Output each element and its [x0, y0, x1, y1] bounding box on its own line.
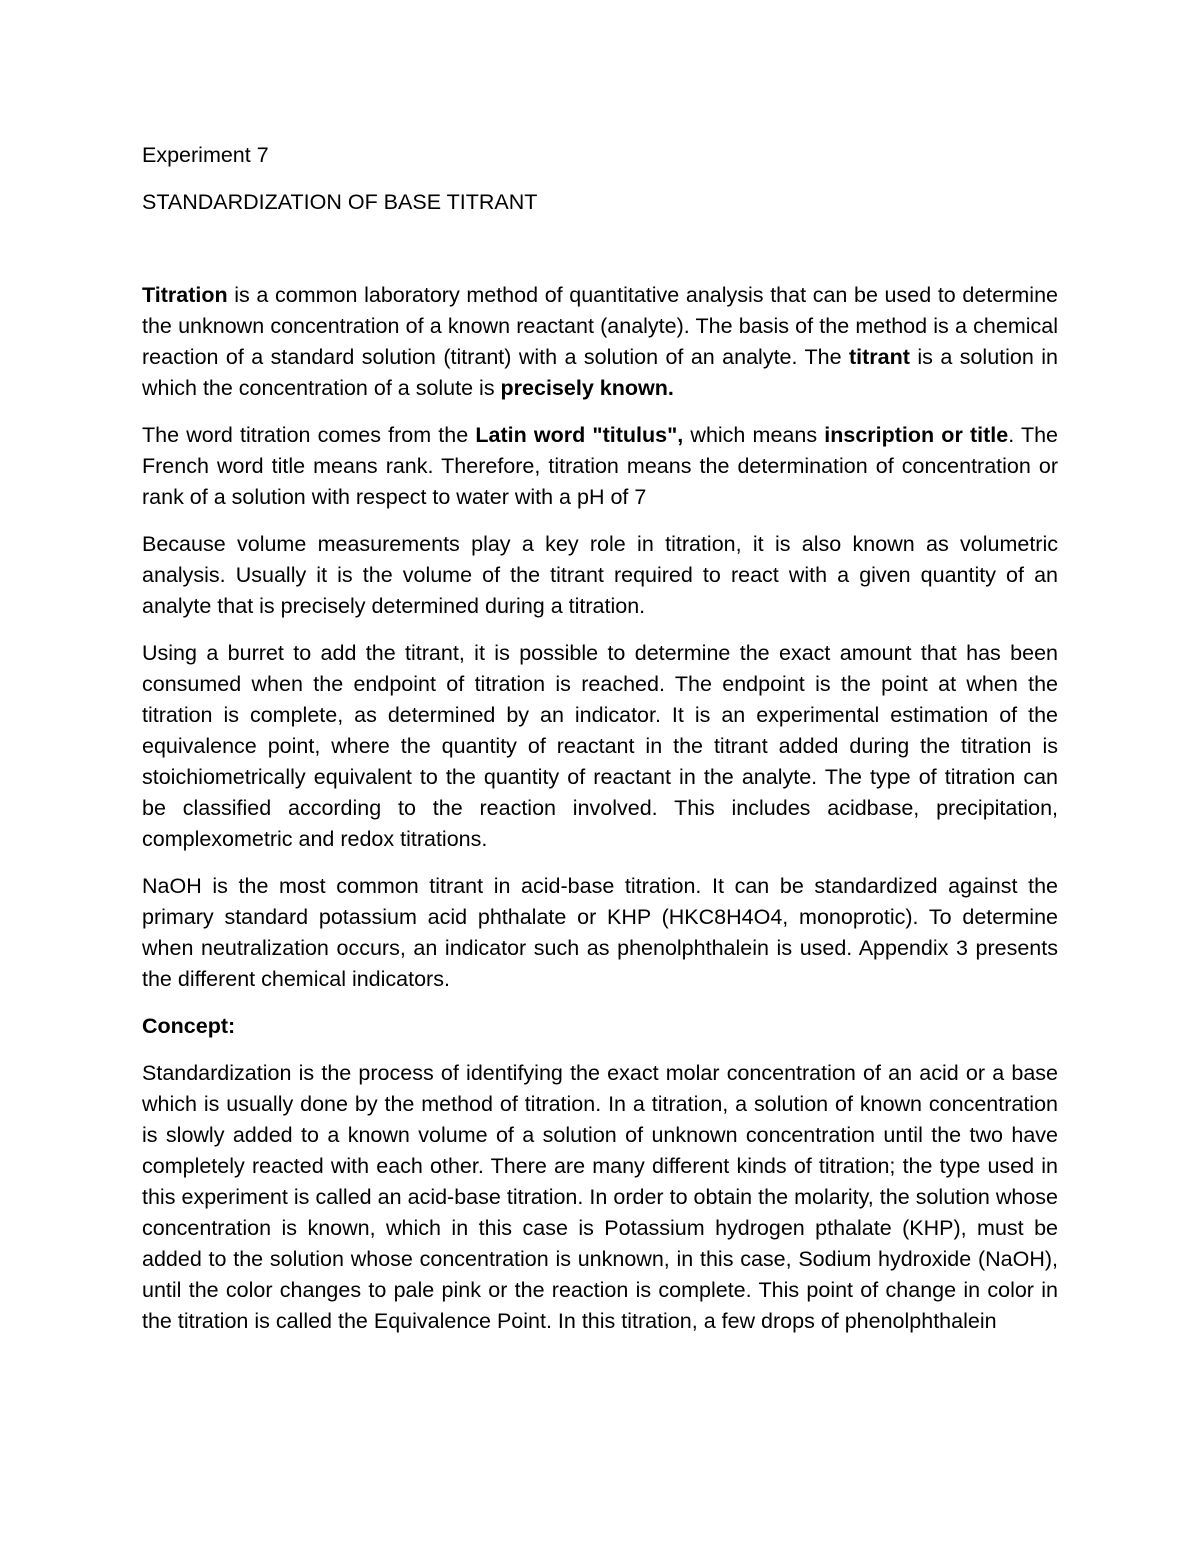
concept-heading: Concept:: [142, 1014, 236, 1038]
paragraph-titration-definition: [142, 280, 1058, 404]
term-titrant: titrant: [849, 345, 910, 369]
term-precisely-known: precisely known.: [500, 376, 674, 400]
paragraph-etymology: [142, 420, 1058, 513]
paragraph-standardization: Standardization is the process of identifying the exact molar concentration of an acid or a base which is usually done by the method of titration. In a titration, a solution of known concentration is slowly added to a known volume of a solution of unknown concentration until the two have completely reacted with each other. There are many different kinds of titration; the type used in this experiment is called an acid-base titration. In order to obtain the molarity, the solution whose concentration is known, which in this case is Potassium hydrogen pthalate (KHP), must be added to the solution whose concentration is unknown, in this case, Sodium hydroxide (NaOH), until the color changes to pale pink or the reaction is complete. This point of change in color in the titration is called the Equivalence Point. In this titration, a few drops of phenolphthalein: [142, 1061, 1058, 1333]
paragraph-text: The word titration comes from the: [142, 423, 476, 447]
paragraph-text: is a common laboratory method of quantitative analysis that can be used to determine the unknown concentration of a known reactant (analyte). The basis of the method is a chemical reaction of a standard solution (titrant) with a solution of an analyte. The: [142, 283, 1058, 369]
term-latin-word: Latin word "titulus",: [475, 423, 684, 447]
paragraph-text: which means: [683, 423, 825, 447]
paragraph-volumetric-analysis: Because volume measurements play a key role in titration, it is also known as volumetric analysis. Usually it is the volume of the titrant required to react with a given quantity of an analyte that is precisely determined during a titration.: [142, 532, 1058, 618]
paragraph-text: is a solution in which the concentration of a solute is: [142, 345, 1059, 400]
term-titration: Titration: [142, 283, 228, 307]
term-inscription-or-title: inscription or title: [824, 423, 1009, 447]
paragraph-text: . The French word title means rank. Therefore, titration means the determination of concentration or rank of a solution with respect to water with a pH of 7: [142, 423, 1058, 509]
document-title: STANDARDIZATION OF BASE TITRANT: [142, 190, 538, 214]
document-body: [142, 140, 1058, 1337]
paragraph-naoh: NaOH is the most common titrant in acid-base titration. It can be standardized against the primary standard potassium acid phthalate or KHP (HKC8H4O4, monoprotic). To determine when neutralization occurs, an indicator such as phenolphthalein is used. Appendix 3 presents the different chemical indicators.: [142, 874, 1058, 991]
paragraph-endpoint: Using a burret to add the titrant, it is possible to determine the exact amount that has been consumed when the endpoint of titration is reached. The endpoint is the point at when the titration is complete, as determined by an indicator. It is an experimental estimation of the equivalence point, where the quantity of reactant in the titrant added during the titration is stoichiometrically equivalent to the quantity of reactant in the analyte. The type of titration can be classified according to the reaction involved. This includes acidbase, precipitation, complexometric and redox titrations.: [142, 641, 1058, 851]
experiment-label: Experiment 7: [142, 143, 269, 167]
